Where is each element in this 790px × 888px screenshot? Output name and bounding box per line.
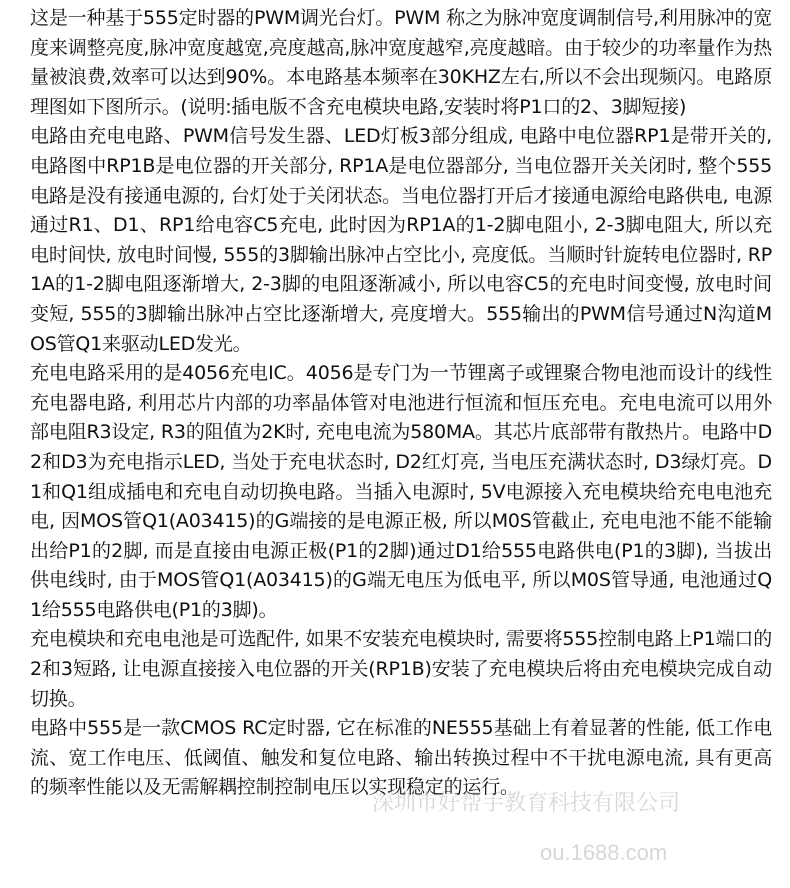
paragraph-optional-accessories: 充电模块和充电电池是可选配件, 如果不安装充电模块时, 需要将555控制电路上P1端口的2和3短路, 让电源直接接入电位器的开关(RP1B)安装了充电模块后将由充电模块完成自动切换。: [30, 628, 772, 710]
paragraph-circuit-composition: 电路由充电电路、PWM信号发生器、LED灯板3部分组成, 电路中电位器RP1是带开关的, 电路图中RP1B是电位器的开关部分, RP1A是电位器部分, 当电位器开关关闭时, 整个555电路是没有接通电源的, 台灯处于关闭状态。当电位器打开后才接通电源给电路供电, 电源通过R1、D1、RP1给电容C5充电, 此时因为RP1A的1-2脚电阻小, 2-3脚电阻大, 所以充电时间快, 放电时间慢, 555的3脚输出脉冲占空比小, 亮度低。当顺时针旋转电位器时, RP1A的1-2脚电阻逐渐增大, 2-3脚的电阻逐渐减小, 所以电容C5的充电时间变慢, 放电时间变短, 555的3脚输出脉冲占空比逐渐增大, 亮度增大。555输出的PWM信号通过N沟道MOS管Q1来驱动LED发光。: [30, 125, 772, 355]
watermark-company: 深圳市好帮手教育科技有限公司: [372, 790, 681, 815]
document-body: [30, 4, 772, 803]
paragraph-intro: 这是一种基于555定时器的PWM调光台灯。PWM 称之为脉冲宽度调制信号,利用脉冲的宽度来调整亮度,脉冲宽度越宽,亮度越高,脉冲宽度越窄,亮度越暗。由于较少的功率量作为热量被浪费,效率可以达到90%。本电路基本频率在30KHZ左右,所以不会出现频闪。电路原理图如下图所示。(说明:插电版不含充电模块电路,安装时将P1口的2、3脚短接): [30, 7, 772, 118]
paragraph-charging-circuit: 充电电路采用的是4056充电IC。4056是专门为一节锂离子或锂聚合物电池而设计的线性充电器电路, 利用芯片内部的功率晶体管对电池进行恒流和恒压充电。充电电流可以用外部电阻R3设定, R3的阻值为2K时, 充电电流为580MA。其芯片底部带有散热片。电路中D2和D3为充电指示LED, 当处于充电状态时, D2红灯亮, 当电压充满状态时, D3绿灯亮。D1和Q1组成插电和充电自动切换电路。当插入电源时, 5V电源接入充电模块给充电电池充电, 因MOS管Q1(A03415)的G端接的是电源正极, 所以M0S管截止, 充电电池不能不能输出给P1的2脚, 而是直接由电源正极(P1的2脚)通过D1给555电路供电(P1的3脚), 当拔出供电线时, 由于MOS管Q1(A03415)的G端无电压为低电平, 所以M0S管导通, 电池通过Q1给555电路供电(P1的3脚)。: [30, 362, 772, 621]
watermark-url: ou.1688.com: [540, 840, 668, 865]
paragraph-cmos-timer: 电路中555是一款CMOS RC定时器, 它在标准的NE555基础上有着显著的性能, 低工作电流、宽工作电压、低阈值、触发和复位电路、输出转换过程中不干扰电源电流, 具有更高的频率性能以及无需解耦控制控制电压以实现稳定的运行。: [30, 717, 772, 799]
